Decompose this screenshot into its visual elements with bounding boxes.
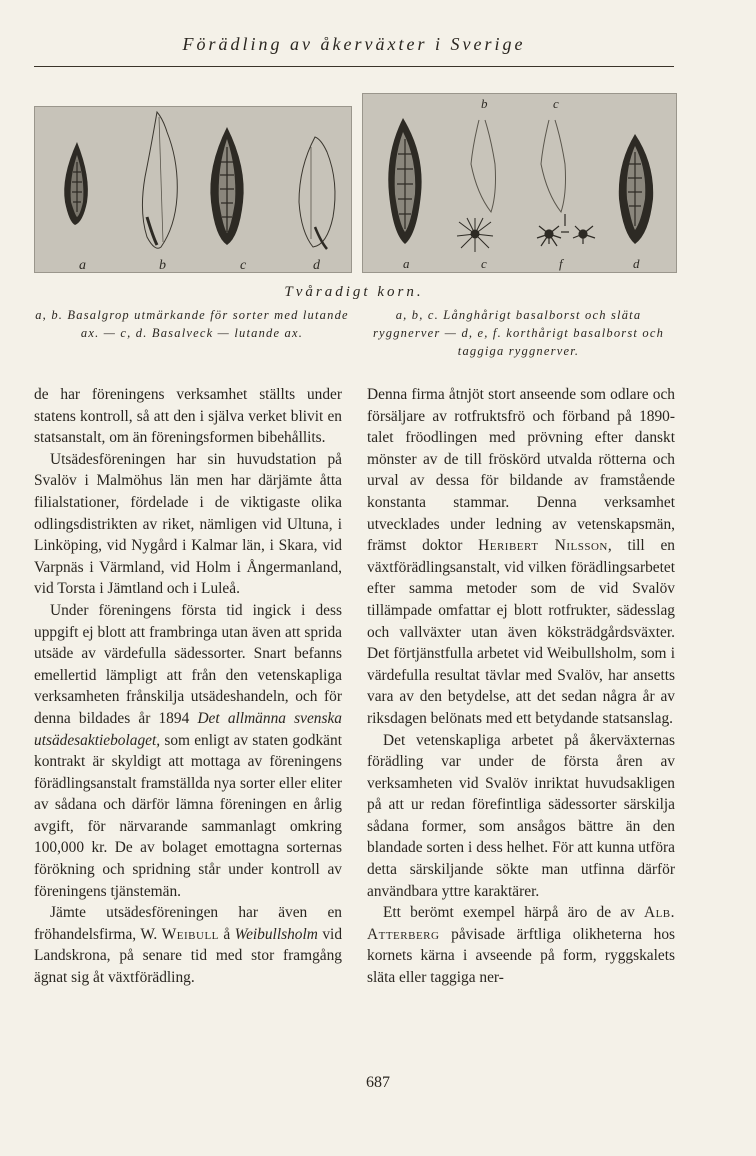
text-run: Ett berömt exempel härpå äro de av [383, 904, 644, 922]
figure-caption-left: a, b. Basalgrop utmärkande för sorter med lutande ax. — c, d. Basalveck — lutande ax. [35, 308, 349, 340]
paragraph [34, 384, 342, 449]
left-label-b: b [159, 258, 166, 272]
page-number: 687 [366, 1074, 390, 1091]
text-run: de har föreningens verksamhet ställts under statens kontroll, så att den i själva verket blivit en statsanstalt, om än föreningsformen bibehållits. [34, 386, 342, 447]
text-run: Under föreningens första tid ingick i dess uppgift ej blott att frambringa utan även att sprida utsäde av värdefulla sädessorter. Snart befanns emellertid lämpligt att från den vetenskapliga verksamheten frånskilja utsädeshandeln, och för denna bildades år 1894 [34, 601, 342, 727]
body-column-right [367, 384, 675, 989]
barley-grains-illustration-left [35, 107, 351, 272]
left-label-d: d [313, 258, 320, 272]
text-run: Denna firma åtnjöt stort anseende som odlare och försäljare av rotfruktsfrö och förband på 1890-talet fröodlingen med prövning efter danskt mönster av de till fröskörd utvalda rötterna och urval av dessa för bildande av framstående konstanta stammar. Denna verksamhet utvecklades under ledning av vetenskapsmän, främst doktor [367, 386, 675, 555]
left-label-c: c [240, 258, 247, 272]
text-run: Weibullsholm [234, 925, 318, 943]
left-label-a: a [79, 258, 86, 272]
text-run: Det allmänna svenska utsädesaktiebolaget, [34, 709, 342, 749]
barley-grains-illustration-right [363, 94, 676, 272]
paragraph [34, 902, 342, 988]
paragraph [367, 384, 675, 730]
paragraph [34, 449, 342, 600]
figure-plate-right [362, 93, 677, 273]
right-bottom-label-c: c [481, 256, 487, 271]
text-run: påvisade ärftliga olikheterna hos kornets kärna i avseende på form, ryggskalets släta eller taggiga ner- [367, 925, 675, 987]
figure-caption-right: a, b, c. Långhårigt basalborst och släta ryggnerver — d, e, f. korthårigt basalborst och taggiga ryggnerver. [372, 308, 665, 358]
figure-plate-left [34, 106, 352, 273]
paragraph [34, 600, 342, 902]
right-top-label-b: b [481, 96, 488, 111]
paragraph [367, 902, 675, 988]
text-run: å [218, 925, 235, 943]
running-title: Förädling av åkerväxter i Sverige [182, 34, 526, 54]
text-run: Heribert Nilsson [478, 537, 608, 555]
text-run: som enligt av staten godkänt kontrakt är skyldigt att mottaga av föreningens förädlingsanstalt framställda nya sorter eller eliter av sådana och därför lämna föreningen en årlig avgift, för närvarande sammanlagt omkring 100,000 kr. De av bolaget emottagna sorternas förökning och spridning står under kontroll av föreningens tjänstemän. [34, 731, 342, 900]
right-bottom-label-a: a [403, 256, 410, 271]
figure-title: Tvåradigt korn. [284, 284, 424, 300]
text-run: Weibull [161, 925, 219, 943]
right-bottom-label-f: f [559, 256, 563, 271]
text-run: vid Landskrona, på senare tid med stor framgång ägnat sig åt växtförädling. [34, 925, 343, 987]
text-run: Alb. Atterberg [367, 904, 675, 943]
right-bottom-label-d: d [633, 256, 640, 271]
text-run: Jämte utsädesföreningen har även en fröhandelsfirma, W. [34, 904, 342, 943]
header-rule [34, 66, 674, 67]
body-column-left [34, 384, 342, 989]
text-run: , till en växtförädlingsanstalt, vid vilken förädlingsarbetet efter samma metoder som de vid Svalöv tillämpade omfattar ej blott rotfrukter, sädesslag och vallväxter utan även köksträdgårdsväxter. Det förtjänstfulla arbetet vid Weibullsholm, som i värdefulla resultat tävlar med Svalöv, har ansetts vara av den betydelse, att det sedan några år av riksdagen belönats med ett betydande statsanslag. [367, 537, 675, 727]
text-run: Utsädesföreningen har sin huvudstation på Svalöv i Malmöhus län men har därjämte åtta filialstationer, fördelade i de viktigaste olika odlingsdistrikten av riket, nämligen vid Ultuna, i Linköping, vid Nygård i Kalmar län, i Skara, vid Varpnäs i Värmland, vid Holm i Ångermanland, vid Torsta i Jämtland och i Luleå. [34, 450, 342, 598]
right-top-label-c: c [553, 96, 559, 111]
paragraph [367, 730, 675, 903]
text-run: Det vetenskapliga arbetet på åkerväxternas förädling var under de första åren av verksamheten vid Svalöv inriktat huvudsakligen på att ur redan förefintliga sädessorter särskilja sådana former, som ansågos bättre än den blandade sorten i dess helhet. För att kunna utföra detta särskiljande sökte man utfinna därför användbara yttre karaktärer. [367, 731, 675, 900]
